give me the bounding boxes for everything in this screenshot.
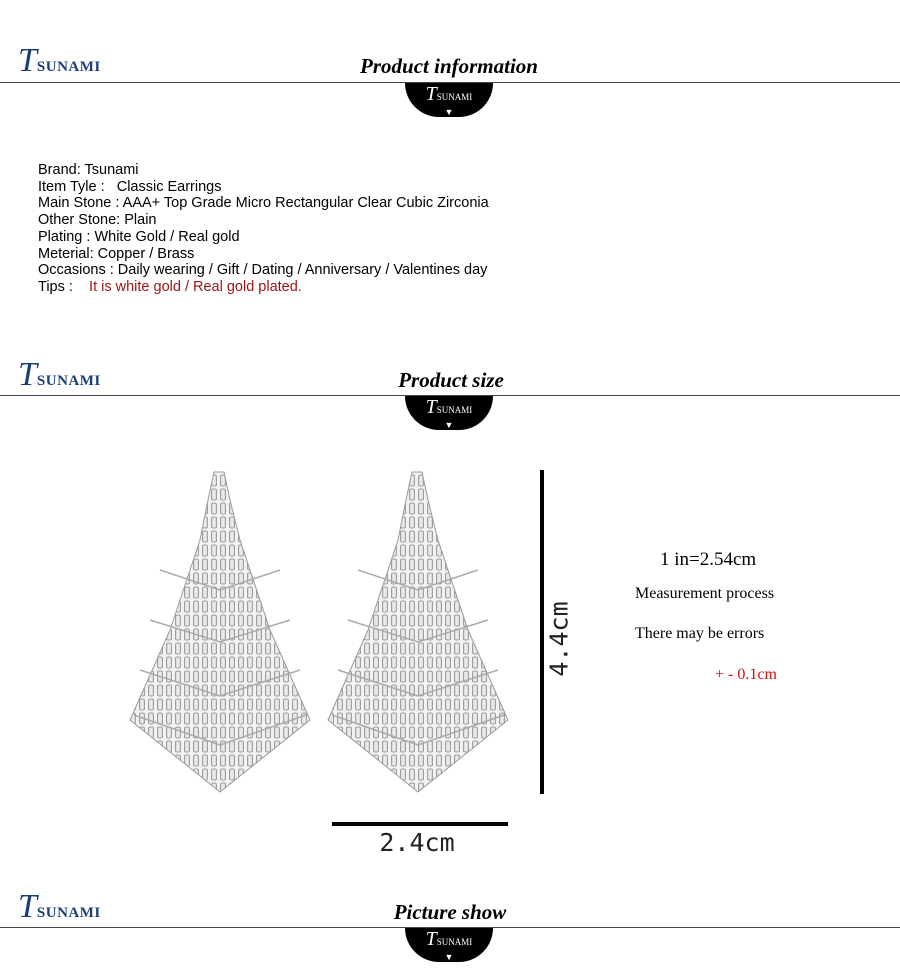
earring-left xyxy=(130,472,310,792)
triangle-down-icon: ▼ xyxy=(444,420,454,430)
tolerance-note: + - 0.1cm xyxy=(715,666,777,683)
width-dimension-label: 2.4cm xyxy=(379,828,455,857)
info-row-item-type: Item Tyle : Classic Earrings xyxy=(38,178,222,195)
section-title-product-size: Product size xyxy=(398,368,504,392)
info-row-plating: Plating : White Gold / Real gold xyxy=(38,228,240,245)
height-dimension-line xyxy=(540,470,544,794)
section-tab-badge: TSUNAMI ▼ xyxy=(405,928,493,962)
height-dimension-label: 4.4cm xyxy=(544,601,574,677)
error-note: There may be errors xyxy=(635,625,765,642)
earring-right xyxy=(328,472,508,792)
section-tab-badge: TSUNAMI ▼ xyxy=(405,83,493,117)
info-row-main-stone: Main Stone : AAA+ Top Grade Micro Rectangular Clear Cubic Zirconia xyxy=(38,195,489,212)
width-dimension-line xyxy=(332,822,508,826)
section-title-picture-show: Picture show xyxy=(393,900,507,924)
product-info-list xyxy=(38,162,489,296)
brand-logo: TSUNAMI xyxy=(18,888,101,925)
info-row-tips: Tips : It is white gold / Real gold plated. xyxy=(38,278,302,295)
earrings-product-image xyxy=(120,460,520,800)
triangle-down-icon: ▼ xyxy=(444,107,454,117)
section-title-product-information: Product information xyxy=(360,54,538,78)
measurement-note: Measurement process xyxy=(635,585,775,602)
conversion-note: 1 in=2.54cm xyxy=(660,549,757,570)
triangle-down-icon: ▼ xyxy=(444,952,454,962)
info-row-brand: Brand: Tsunami xyxy=(38,162,139,178)
info-row-occasions: Occasions : Daily wearing / Gift / Dating / Anniversary / Valentines day xyxy=(38,262,488,279)
info-row-material: Meterial: Copper / Brass xyxy=(38,245,195,262)
info-row-other-stone: Other Stone: Plain xyxy=(38,212,157,229)
brand-logo: TSUNAMI xyxy=(18,42,101,79)
section-tab-badge: TSUNAMI ▼ xyxy=(405,396,493,430)
brand-logo: TSUNAMI xyxy=(18,356,101,393)
